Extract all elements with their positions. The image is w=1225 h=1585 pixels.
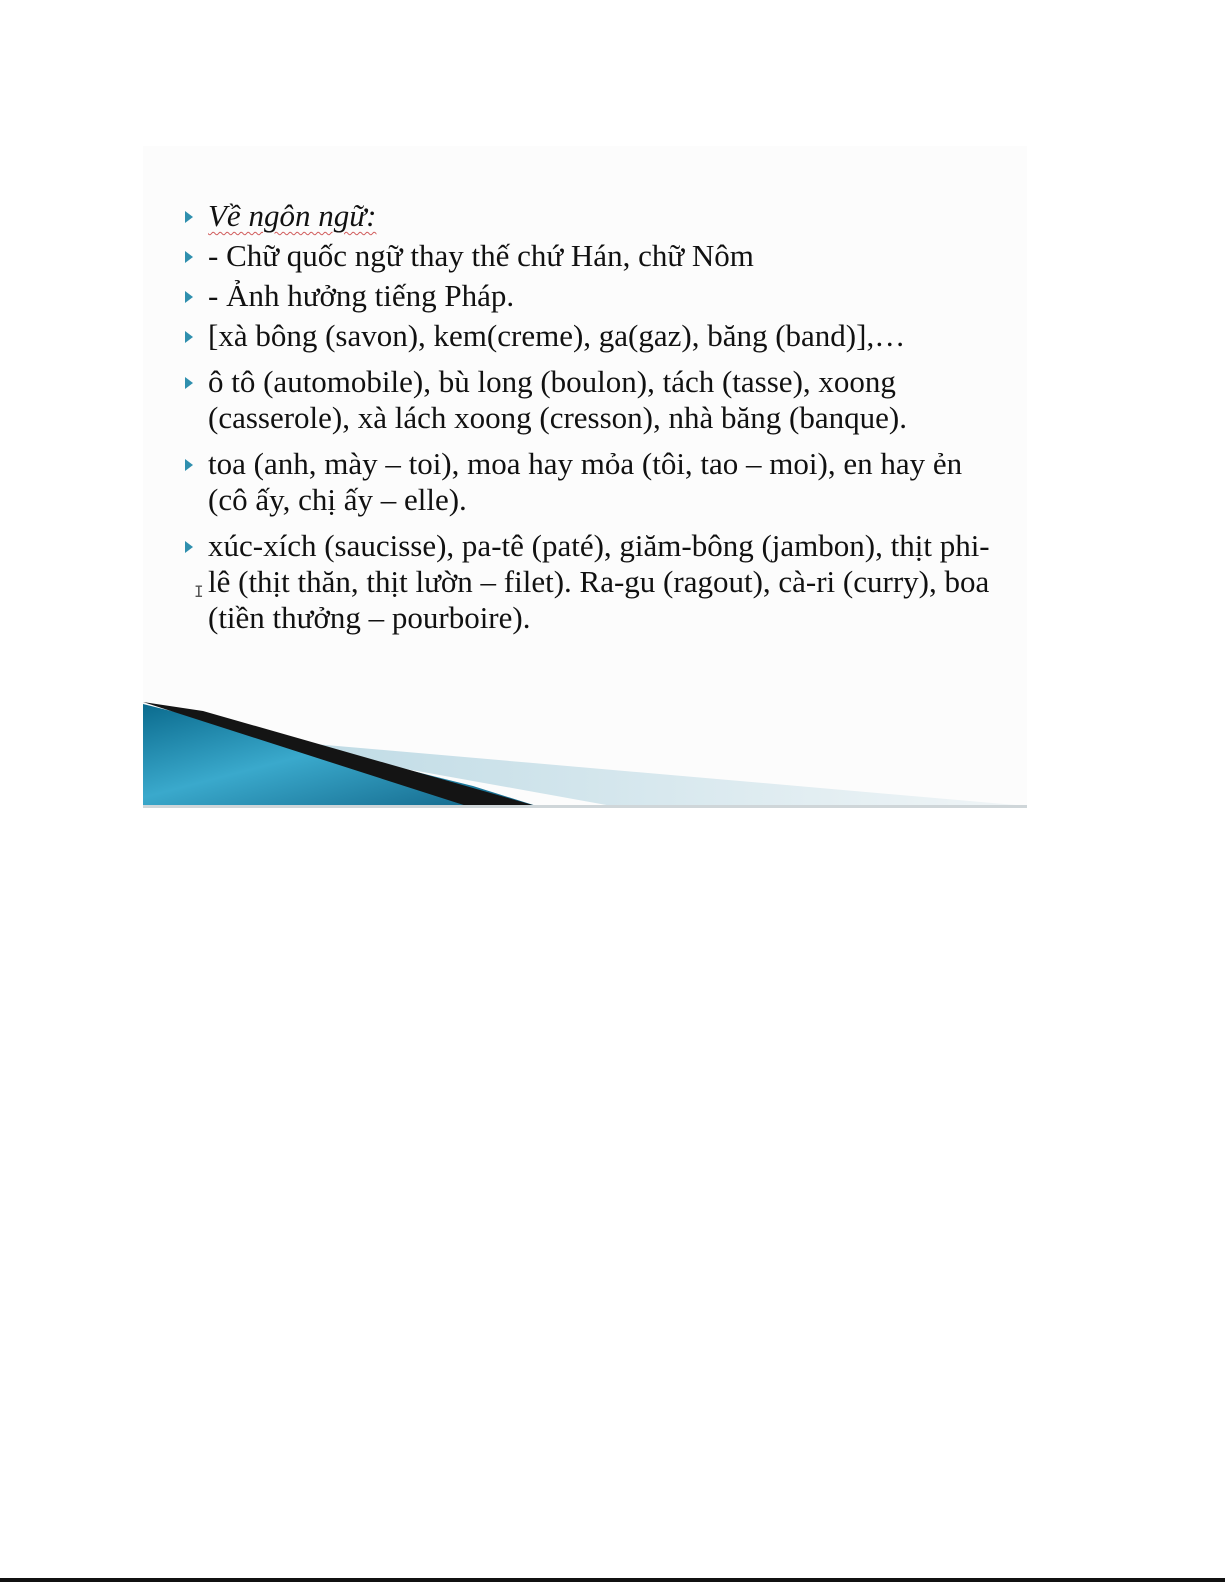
bullet-text: [xà bông (savon), kem(creme), ga(gaz), băng (band)],… (208, 318, 906, 353)
bullet-text: - Ảnh hưởng tiếng Pháp. (208, 278, 515, 313)
bullet-text: ô tô (automobile), bù long (boulon), tách (tasse), xoong (casserole), xà lách xoong (cresson), nhà băng (banque). (208, 364, 907, 435)
bullet-item (181, 278, 1001, 314)
bullet-text: toa (anh, mày – toi), moa hay mỏa (tôi, tao – moi), en hay ẻn (cô ấy, chị ấy – elle). (208, 446, 963, 517)
triangle-right-icon (185, 377, 193, 389)
slide-image (143, 146, 1027, 808)
bullet-item (181, 318, 1001, 354)
bullet-text: xúc-xích (saucisse), pa-tê (paté), giăm-bông (jambon), thịt phi-lê (thịt thăn, thịt lườn – filet). Ra-gu (ragout), cà-ri (curry), boa (tiền thưởng – pourboire). (208, 528, 990, 635)
triangle-right-icon (185, 459, 193, 471)
triangle-right-icon (185, 331, 193, 343)
bullet-item (181, 238, 1001, 274)
bullet-item (181, 446, 1001, 518)
bullet-item (181, 528, 1001, 636)
triangle-right-icon (185, 251, 193, 263)
bullet-text: - Chữ quốc ngữ thay thế chứ Hán, chữ Nôm (208, 238, 754, 273)
triangle-right-icon (185, 291, 193, 303)
triangle-right-icon (185, 541, 193, 553)
triangle-right-icon (185, 211, 193, 223)
bullet-text: Về ngôn ngữ: (208, 198, 377, 233)
bullet-item (181, 364, 1001, 436)
text-cursor-icon: I (194, 582, 204, 601)
page-bottom-rule (0, 1578, 1225, 1582)
bullet-list (181, 198, 1001, 636)
bullet-heading (181, 198, 1001, 234)
